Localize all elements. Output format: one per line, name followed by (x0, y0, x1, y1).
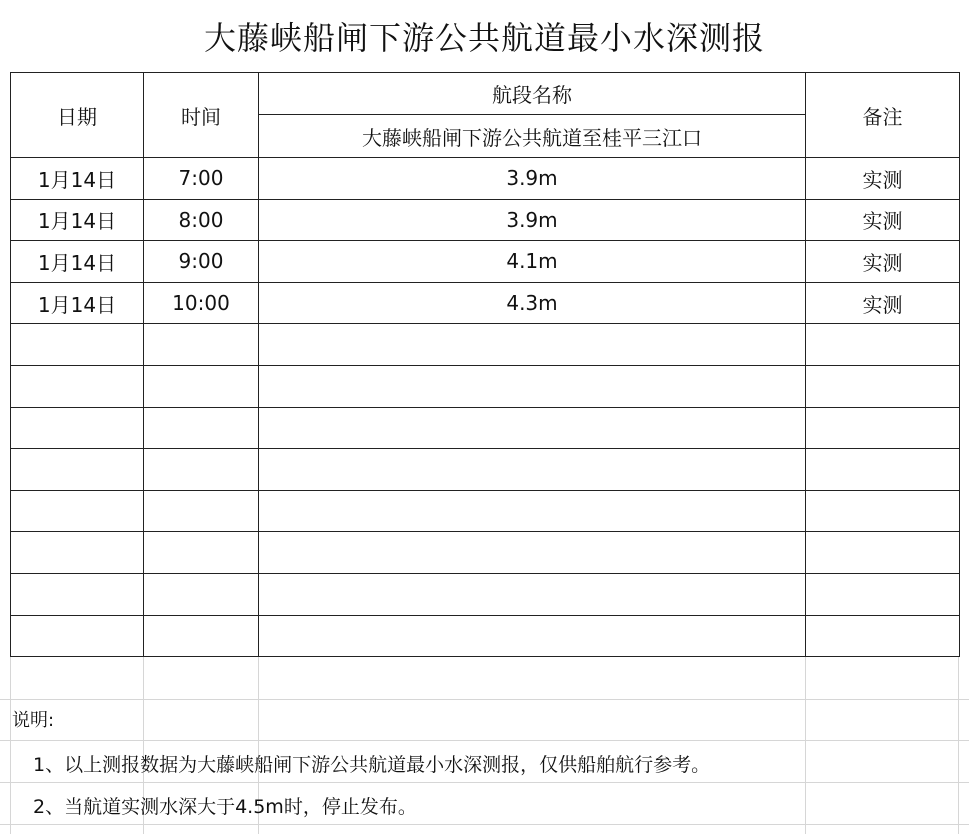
cell-time: 10:00 (144, 282, 259, 324)
empty-cell (144, 490, 259, 532)
cell-depth: 3.9m (259, 158, 806, 200)
empty-cell (806, 573, 960, 615)
header-row (11, 73, 960, 115)
empty-cell (259, 615, 806, 657)
note-item: 2、当航道实测水深大于4.5m时，停止发布。 (33, 796, 417, 818)
cell-date: 1月14日 (11, 158, 144, 200)
empty-cell (259, 407, 806, 449)
empty-cell (11, 324, 144, 366)
cell-remark: 实测 (806, 241, 960, 283)
empty-row (11, 615, 960, 657)
cell-date: 1月14日 (11, 241, 144, 283)
gridline (0, 740, 969, 741)
cell-depth: 4.1m (259, 241, 806, 283)
empty-row (11, 324, 960, 366)
empty-row (11, 573, 960, 615)
empty-cell (806, 532, 960, 574)
empty-cell (144, 573, 259, 615)
empty-cell (806, 407, 960, 449)
header-section-name: 航段名称 (259, 73, 806, 115)
cell-time: 7:00 (144, 158, 259, 200)
empty-cell (11, 532, 144, 574)
cell-depth: 3.9m (259, 199, 806, 241)
cell-time: 9:00 (144, 241, 259, 283)
empty-cell (259, 324, 806, 366)
empty-row (11, 449, 960, 491)
table-row (11, 282, 960, 324)
empty-cell (11, 490, 144, 532)
empty-cell (144, 407, 259, 449)
notes-heading: 说明: (12, 710, 55, 731)
empty-cell (806, 324, 960, 366)
empty-cell (806, 615, 960, 657)
header-remark: 备注 (806, 73, 960, 158)
cell-remark: 实测 (806, 158, 960, 200)
gridline (0, 699, 969, 700)
empty-cell (259, 573, 806, 615)
empty-row (11, 490, 960, 532)
empty-cell (144, 365, 259, 407)
empty-cell (806, 449, 960, 491)
gridline (0, 824, 969, 825)
empty-cell (144, 449, 259, 491)
empty-cell (806, 365, 960, 407)
empty-cell (259, 490, 806, 532)
gridline (0, 782, 969, 783)
header-date: 日期 (11, 73, 144, 158)
empty-cell (11, 573, 144, 615)
empty-cell (259, 365, 806, 407)
empty-row (11, 365, 960, 407)
empty-cell (806, 490, 960, 532)
cell-remark: 实测 (806, 199, 960, 241)
header-time: 时间 (144, 73, 259, 158)
note-item: 1、以上测报数据为大藤峡船闸下游公共航道最小水深测报，仅供船舶航行参考。 (33, 754, 711, 776)
header-section-value: 大藤峡船闸下游公共航道至桂平三江口 (259, 115, 806, 158)
empty-cell (11, 449, 144, 491)
depth-report-table (10, 72, 960, 657)
cell-remark: 实测 (806, 282, 960, 324)
empty-cell (11, 615, 144, 657)
empty-cell (144, 615, 259, 657)
empty-cell (144, 532, 259, 574)
empty-cell (259, 449, 806, 491)
empty-cell (144, 324, 259, 366)
table-row (11, 241, 960, 283)
empty-cell (11, 365, 144, 407)
empty-row (11, 532, 960, 574)
cell-date: 1月14日 (11, 199, 144, 241)
empty-cell (11, 407, 144, 449)
cell-time: 8:00 (144, 199, 259, 241)
page-title: 大藤峡船闸下游公共航道最小水深测报 (0, 0, 969, 72)
empty-cell (259, 532, 806, 574)
empty-row (11, 407, 960, 449)
cell-depth: 4.3m (259, 282, 806, 324)
cell-date: 1月14日 (11, 282, 144, 324)
table-row (11, 199, 960, 241)
table-row (11, 158, 960, 200)
